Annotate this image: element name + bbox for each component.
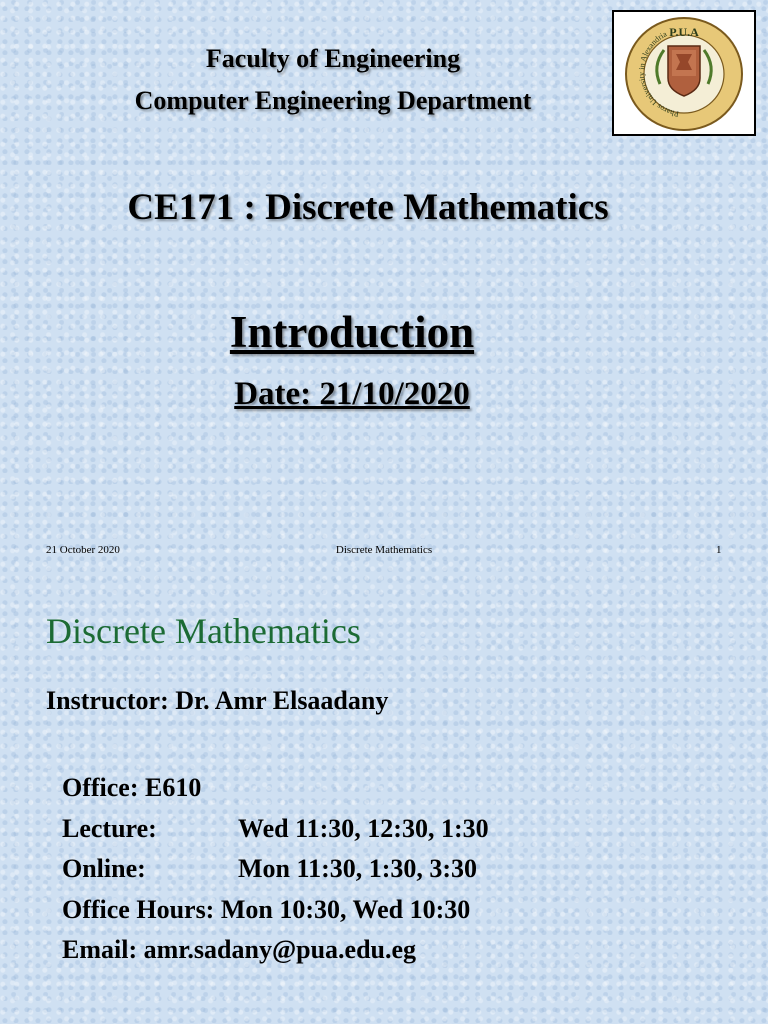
lecture-date: Date: 21/10/2020 (234, 376, 470, 412)
university-logo (612, 10, 756, 136)
faculty-name: Faculty of Engineering (205, 44, 461, 73)
department-name: Computer Engineering Department (134, 86, 532, 115)
slide-title: Discrete Mathematics (46, 611, 361, 651)
online-label: Online: (62, 854, 146, 883)
online-times: Mon 11:30, 1:30, 3:30 (238, 854, 478, 883)
lecture-topic: Introduction (229, 307, 475, 357)
office-hours-text: Office Hours: Mon 10:30, Wed 10:30 (62, 894, 471, 924)
logo-top-text: P.U.A (669, 25, 699, 39)
office-text: Office: E610 (62, 773, 202, 802)
footer-page-number: 1 (716, 544, 722, 556)
office-hours-line (62, 890, 489, 931)
lecture-label: Lecture: (62, 813, 157, 843)
university-seal-icon (614, 12, 754, 134)
logo-ring-text: Pharos University in Alexandria (637, 29, 680, 119)
footer-title: Discrete Mathematics (335, 544, 433, 556)
email-line (62, 930, 489, 971)
footer-date: 21 October 2020 (46, 544, 120, 556)
lecture-line (62, 809, 489, 850)
online-line (62, 849, 489, 890)
faculty-header (0, 38, 666, 122)
lecture-times: Wed 11:30, 12:30, 1:30 (238, 813, 489, 843)
course-details (62, 768, 489, 971)
course-title: CE171 : Discrete Mathematics (127, 187, 609, 228)
email-text: Email: amr.sadany@pua.edu.eg (62, 935, 417, 964)
office-line (62, 768, 489, 809)
course-info-slide (0, 566, 768, 1024)
instructor-line: Instructor: Dr. Amr Elsaadany (46, 686, 389, 715)
